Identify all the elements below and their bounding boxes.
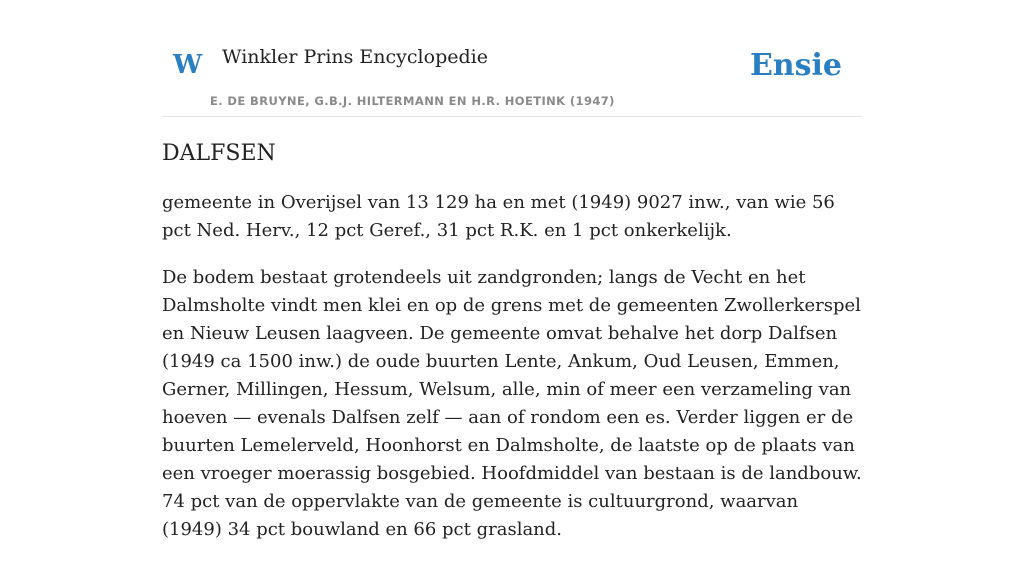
source-logo: W (173, 50, 203, 80)
article (162, 140, 862, 563)
source-authors: E. DE BRUYNE, G.B.J. HILTERMANN EN H.R. HOETINK (1947) (210, 94, 615, 108)
source-title[interactable]: Winkler Prins Encyclopedie (222, 46, 488, 68)
source-header (162, 0, 862, 117)
article-paragraph: De bodem bestaat grotendeels uit zandgronden; langs de Vecht en het Dalmsholte vindt men klei en op de grens met de gemeenten Zwollerkerspel en Nieuw Leusen laagveen. De gemeente omvat behalve het dorp Dalfsen (1949 ca 1500 inw.) de oude buurten Lente, Ankum, Oud Leusen, Emmen, Gerner, Millingen, Hessum, Welsum, alle, min of meer een verzameling van hoeven — evenals Dalfsen zelf — aan of rondom een es. Verder liggen er de buurten Lemelerveld, Hoonhorst en Dalmsholte, de laatste op de plaats van een vroeger moerassig bosgebied. Hoofdmiddel van bestaan is de landbouw. 74 pct van de oppervlakte van de gemeente is cultuurgrond, waarvan (1949) 34 pct bouwland en 66 pct grasland. (162, 266, 862, 540)
article-paragraph: gemeente in Overijsel van 13 129 ha en met (1949) 9027 inw., van wie 56 pct Ned. Herv., 12 pct Geref., 31 pct R.K. en 1 pct onkerkelijk. (162, 191, 835, 241)
entry-title: DALFSEN (162, 141, 276, 166)
ensie-brand-logo[interactable]: Ensie (749, 48, 842, 83)
